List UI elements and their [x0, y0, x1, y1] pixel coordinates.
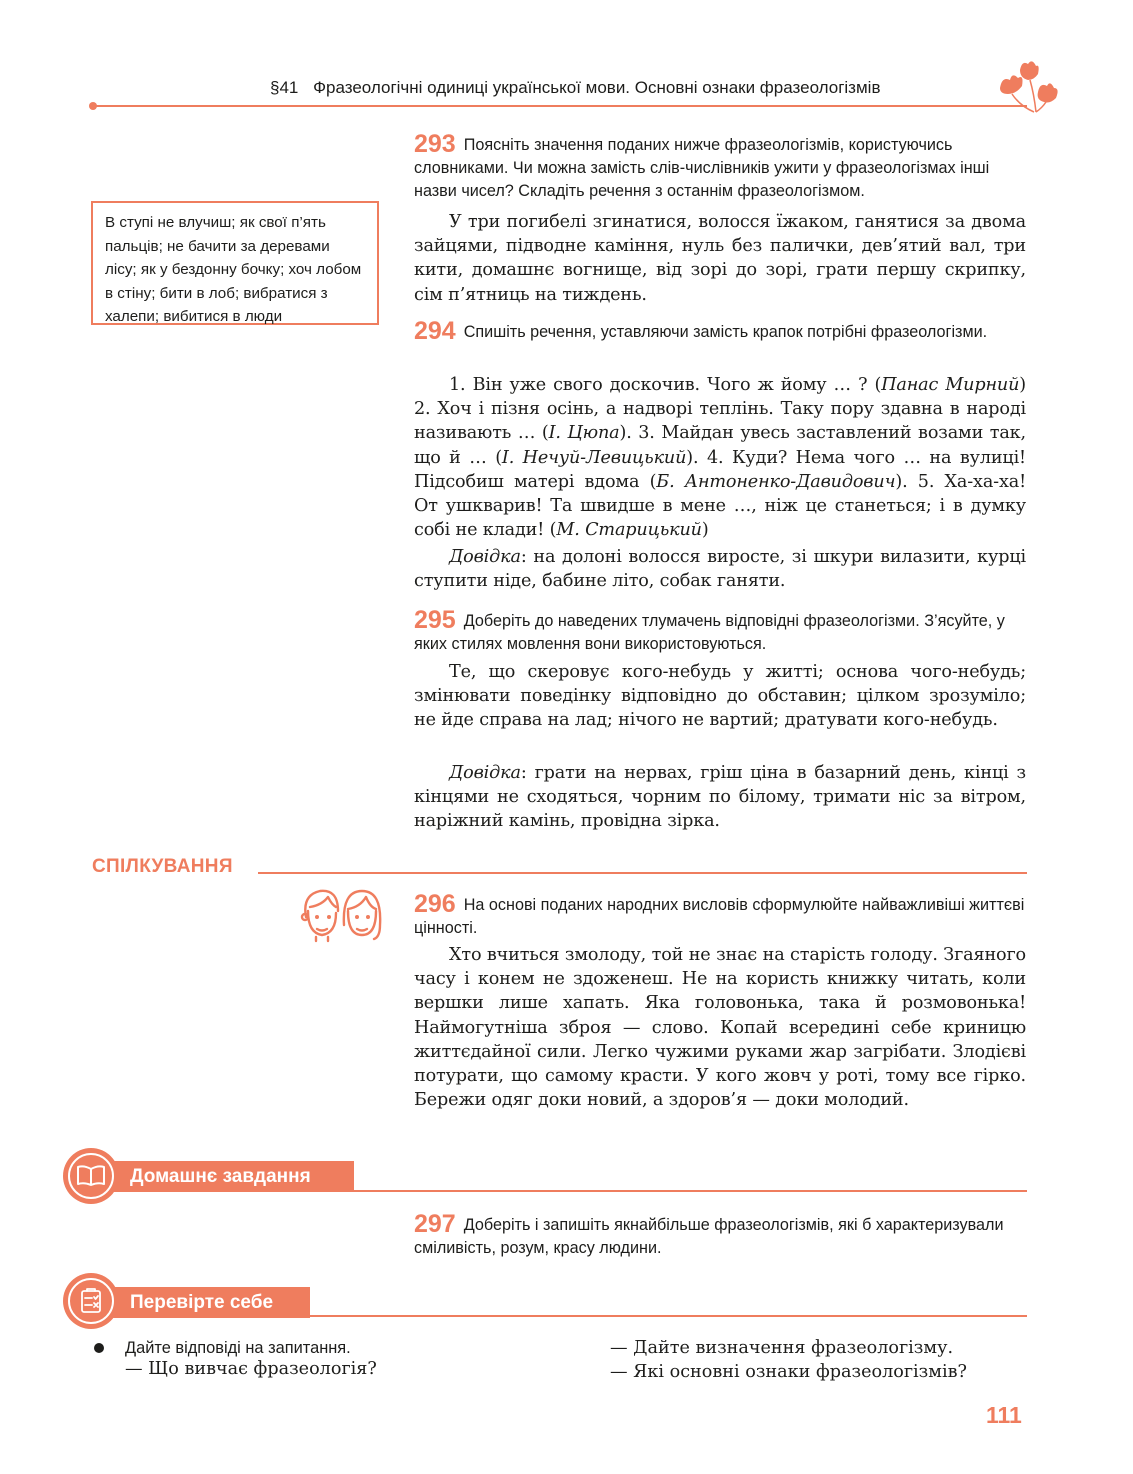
sentence-text: ). 5. Ха-ха-ха! От ушкварив! Та швидше в мене …, ніж це станеться; і в думку собі не клади! ( [414, 471, 1026, 541]
header-rule [92, 105, 1027, 107]
exercise-293-text: У три погибелі згинатися, волосся їжаком, ганятися за двома зайцями, підводне каміння, нуль без палички, дев’ятий вал, три кити, домашнє вогнище, від зорі до зорі, грати першу скрипку, сім п’ятниць на тиждень. [414, 212, 1026, 305]
check-question-3: — Які основні ознаки фразеологізмів? [610, 1362, 967, 1382]
exercise-task-text: Поясніть значення поданих нижче фразеологізмів, користуючись словниками. Чи можна замість слів-числівників ужити у фразеологізмах інші назви чисел? Складіть речення з останнім фразеологізмом. [414, 136, 990, 200]
exercise-296-text: Хто вчиться змолоду, той не знає на старість голоду. Згаяного часу і конем не здоженеш. Не на користь книжку читать, коли вершки лише хапать. Яка головонька, така й розмовонька! Наймогутніша зброя — слово. Копай всередині себе криницю життєдайної сили. Легко чужими руками жар загрібати. Злодієві потурати, що самому красти. У кого жовч у роті, тому все гірко. Бережи одяг доки новий, а здоров’я — доки молодий. [414, 945, 1026, 1111]
header-rule-dot [89, 102, 97, 110]
sentence-text: ). 3. Майдан увесь заставлений возами так, що й … ( [414, 423, 1026, 468]
communication-rule [258, 872, 1027, 874]
homework-tab [92, 1161, 354, 1192]
author: І. Нечуй-Левицький [501, 447, 687, 468]
open-book-icon [76, 1164, 106, 1188]
hint-label: Довідка [449, 763, 521, 783]
check-title: Перевірте себе [130, 1292, 274, 1313]
exercise-294-hint [414, 545, 1026, 593]
exercise-294-task [414, 318, 1026, 344]
exercise-295-hint [414, 761, 1026, 834]
author: М. Старицький [556, 520, 702, 541]
flowers-icon [990, 58, 1065, 118]
exercise-task-text: Доберіть і запишіть якнайбільше фразеологізмів, які б характеризували сміливість, розум, красу людини. [414, 1216, 1004, 1257]
exercise-296-task [414, 891, 1026, 940]
exercise-295-text: Те, що скеровує кого-небудь у житті; основа чого-небудь; змінювати поведінку відповідно до обставин; цілком зрозуміло; не йде справа на лад; нічого не вартий; дратувати кого-небудь. [414, 662, 1026, 731]
exercise-number: 293 [414, 130, 456, 158]
check-tab [92, 1287, 310, 1318]
two-faces-icon [298, 885, 384, 943]
section-number: §41 [270, 78, 299, 97]
check-intro: Дайте відповіді на запитання. [125, 1339, 351, 1357]
sentence-text: 1. Він уже свого доскочив. Чого ж йому … ? ( [449, 375, 882, 395]
exercise-task-text: Спишіть речення, уставляючи замість крапок потрібні фразеологізми. [463, 323, 988, 341]
exercise-number: 295 [414, 606, 456, 634]
exercise-293-task [414, 131, 1026, 203]
exercise-number: 294 [414, 317, 456, 345]
exercise-number: 297 [414, 1210, 456, 1238]
homework-badge [63, 1148, 119, 1204]
communication-heading: СПІЛКУВАННЯ [92, 856, 233, 877]
check-badge [63, 1273, 119, 1329]
exercise-number: 296 [414, 890, 456, 918]
exercise-294-text [414, 373, 1026, 542]
homework-title: Домашнє завдання [130, 1166, 311, 1187]
exercise-295-task [414, 607, 1026, 656]
check-question-2: — Дайте визначення фразеологізму. [610, 1338, 954, 1358]
hint-text: : на долоні волосся виросте, зі шкури вилазити, курці ступити ніде, бабине літо, собак ганяти. [414, 547, 1026, 592]
bullet [94, 1343, 104, 1353]
sentence-text: ) 2. Хоч і пізня осінь, а надворі теплінь. Таку пору здавна в народі називають … ( [414, 375, 1026, 444]
hint-text: : грати на нервах, гріш ціна в базарний день, кінці з кінцями не сходяться, чорним по білому, тримати ніс за вітром, наріжний камінь, провідна зірка. [414, 763, 1026, 832]
page-number: 111 [986, 1402, 1022, 1428]
exercise-task-text: Доберіть до наведених тлумачень відповідні фразеологізми. З’ясуйте, у яких стилях мовлення вони використовуються. [414, 612, 1005, 653]
sentence-text: ). 4. Куди? Нема чого … на вулиці! Підсобиш матері вдома ( [414, 447, 1026, 492]
author: Панас Мирний [881, 375, 1020, 395]
section-title: Фразеологічні одиниці української мови. Основні ознаки фразеологізмів [313, 78, 881, 97]
author: І. Цюпа [548, 423, 620, 444]
hint-label: Довідка [449, 547, 521, 567]
check-question-1: — Що вивчає фразеологія? [125, 1359, 377, 1379]
exercise-297-task [414, 1211, 1026, 1260]
running-header [270, 78, 880, 98]
author: Б. Антоненко-Давидович [656, 471, 896, 492]
sentence-text: ) [701, 520, 709, 541]
phraseology-sidebox: В ступі не влучиш; як свої п’ять пальців; не бачити за деревами лісу; як у бездонну бочку; хоч лобом в стіну; бити в лоб; вибратися з халепи; вибитися в люди [91, 201, 379, 325]
checklist-icon [80, 1288, 102, 1314]
exercise-task-text: На основі поданих народних висловів сформулюйте найважливіші життєві цінності. [414, 896, 1025, 937]
